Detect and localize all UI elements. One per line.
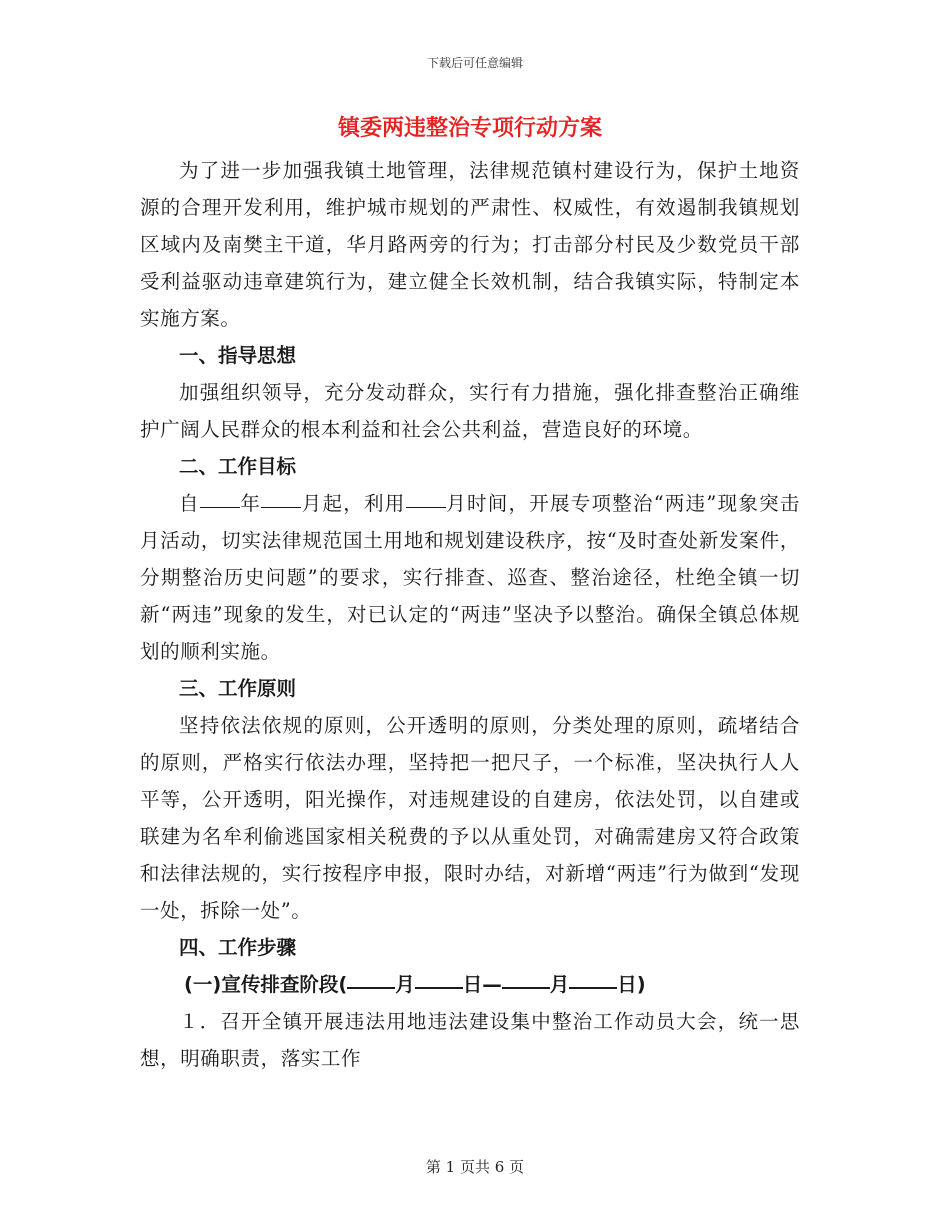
blank-start-day	[415, 986, 463, 989]
section-heading-work-steps: 四、工作步骤	[179, 936, 297, 959]
blank-start-month	[347, 986, 395, 989]
section-body-guiding-thought: 加强组织领导，充分发动群众，实行有力措施，强化排查整治正确维护广阔人民群众的根本利益和社会公共利益，营造良好的环境。	[140, 381, 800, 441]
intro-paragraph: 为了进一步加强我镇土地管理，法律规范镇村建设行为，保护土地资源的合理开发利用，维护城市规划的严肃性、权威性，有效遏制我镇规划区域内及南樊主干道，华月路两旁的行为；打击部分村民及少数党员干部受利益驱动违章建筑行为，建立健全长效机制，结合我镇实际，特制定本实施方案。	[140, 159, 800, 330]
blank-end-day	[569, 986, 617, 989]
section-body-work-principles: 坚持依法依规的原则，公开透明的原则，分类处理的原则，疏堵结合的原则，严格实行依法办理，坚持把一把尺子，一个标准，坚决执行人人平等，公开透明，阳光操作，对违规建设的自建房，依法处罚，以自建或联建为名牟利偷逃国家相关税费的予以从重处罚，对确需建房又符合政策和法律法规的，实行按程序申报，限时办结，对新增“两违”行为做到“发现一处，拆除一处”。	[140, 714, 800, 922]
blank-month	[261, 506, 301, 508]
document-title: 镇委两违整治专项行动方案	[337, 115, 602, 141]
phase-heading-publicity: (一)宣传排查阶段( 月 日— 月 日)	[184, 973, 646, 996]
blank-year	[200, 506, 240, 508]
blank-end-month	[502, 986, 550, 989]
section-heading-work-goals: 二、工作目标	[179, 455, 297, 478]
list-item-mobilization-meeting: １．召开全镇开展违法用地违法建设集中整治工作动员大会，统一思想，明确职责，落实工作	[140, 1010, 800, 1070]
section-heading-work-principles: 三、工作原则	[179, 677, 297, 700]
blank-duration	[406, 506, 446, 508]
page-header-note: 下载后可任意编辑	[426, 56, 523, 70]
section-body-work-goals: 自 年 月起，利用 月时间，开展专项整治“两违”现象突击月活动，切实法律规范国土用地和规划建设秩序，按“及时查处新发案件，分期整治历史问题”的要求，实行排查、巡查、整治途径，杜绝全镇一切新“两违”现象的发生，对已认定的“两违”坚决予以整治。确保全镇总体规划的顺利实施。	[140, 492, 800, 663]
section-heading-guiding-thought: 一、指导思想	[179, 344, 297, 367]
document-body	[140, 110, 800, 1077]
page-footer-number: 第 1 页共 6 页	[425, 1158, 525, 1176]
